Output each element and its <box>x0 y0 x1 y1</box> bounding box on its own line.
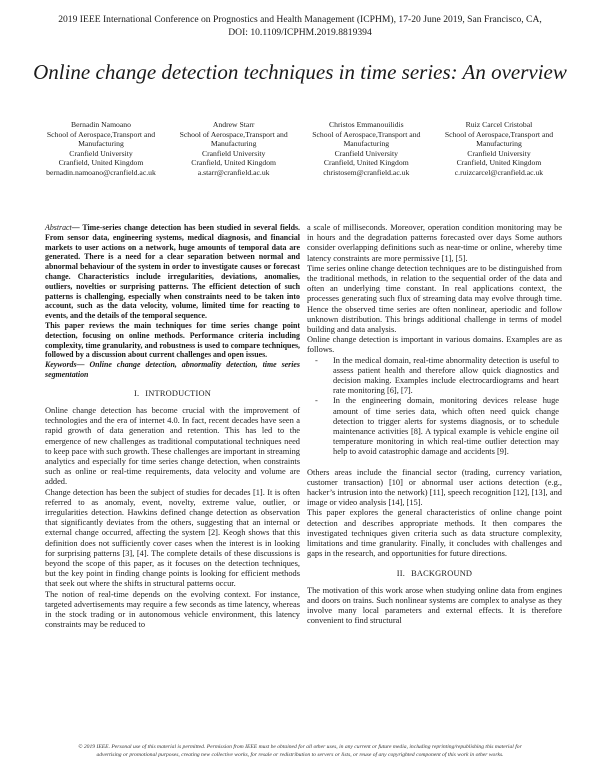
author-1 <box>36 120 166 178</box>
author-email: a.starr@cranfield.ac.uk <box>197 167 270 177</box>
keywords-text: Online change detection, abnormality detection, time series segmentation <box>45 360 300 379</box>
author-location: Cranfield, United Kingdom <box>323 158 409 168</box>
section-title-rest: NTRODUCTION <box>148 388 211 398</box>
keywords-label: Keywords <box>45 360 77 370</box>
keywords-separator: — <box>76 360 90 370</box>
section-title-rest: ACKGROUND <box>416 568 473 578</box>
list-item-text: In the medical domain, real-time abnormality detection is useful to assess patient health and therefore allow quick diagnostics and decision making. Examples include electrocardiograms and heart rate monitoring [6], [7]. <box>333 355 559 396</box>
section-heading-introduction <box>45 389 300 399</box>
list-item <box>307 396 559 457</box>
section-initial: B <box>411 568 417 578</box>
author-name: Andrew Starr <box>212 120 255 129</box>
body-paragraph: Others areas include the financial sector (trading, currency variation, customer transaction) [10] or abnormal user actions detection (e.g., hacker’s intrusion into the network) [11], speech recognition [12], [13], and image or video analysis [14], [15]. <box>307 467 562 508</box>
body-paragraph: The motivation of this work arose when studying online data from engines and doors on trains. Such nonlinear systems are complex to analyse as they involve many local parameters and external effects. It is therefore convenient to find structural <box>307 585 562 626</box>
author-2 <box>169 120 299 178</box>
conference-header <box>20 13 580 39</box>
abstract-paragraph-2: This paper reviews the main techniques for time series change point detection, focusing on online methods. Performance criteria including complexity, time granularity, and robustness is used to compare techniques, followed by a discussion about current challenges and open issues. <box>45 320 300 360</box>
list-item-text: In the engineering domain, monitoring devices release huge amount of time series data, which often need quick change detection to trigger alerts for systems diagnosis, or to schedule maintenance activities [8]. A typical example is vehicle engine oil temperature monitoring in which real-time outlier detection may help to avoid catastrophic damage and accidents [9]. <box>333 396 559 457</box>
author-name: Christos Emmanouilidis <box>329 120 404 129</box>
left-column <box>45 223 300 630</box>
body-paragraph: a scale of milliseconds. Moreover, operation condition monitoring may be in hours and the degradation patterns forecasted over days Some authors consider overlapping definitions such as near-time or online, whereby time latency constraints are more permissive [1], [5]. <box>307 223 562 263</box>
dash-bullet: - <box>315 396 318 406</box>
author-email: c.ruizcarcel@cranfield.ac.uk <box>454 167 544 177</box>
author-name: Bernadin Namoano <box>71 120 131 129</box>
section-initial: I <box>145 388 149 398</box>
author-university: Cranfield University <box>467 148 531 158</box>
spacer <box>307 458 562 468</box>
author-dept: School of Aerospace,Transport and Manufacturing <box>46 129 156 149</box>
paper-title: Online change detection techniques in time series: An overview <box>33 60 567 84</box>
author-university: Cranfield University <box>334 148 399 158</box>
body-paragraph: Time series online change detection techniques are to be distinguished from the traditional methods, in relation to the sequential order of the data and often an underlying time constant. In real applications context, the processes generating such flux of streaming data may evolve through time. Hence the observed time series are often nonlinear, aperiodic and follow unknown distribution. This brings additional challenge in terms of model building and data analysis. <box>307 263 562 335</box>
author-university: Cranfield University <box>201 148 266 158</box>
abstract-separator: — <box>71 223 83 232</box>
author-3 <box>301 120 431 178</box>
author-email: christosem@cranfield.ac.uk <box>323 167 410 177</box>
abstract <box>45 223 300 360</box>
copyright-line: advertising or promotional purposes, creating new collective works, for resale or redistribution to servers or lists, or reuse of any copyrighted component of this work in other works. <box>96 751 504 758</box>
body-paragraph: Online change detection has become crucial with the improvement of technologies and the era of internet 4.0. In fact, recent decades have seen a rapid growth of data generation and retention. This has led to the emergence of new challenges as traditional computational techniques need to keep pace with such growth. These challenges are important in streaming analytics and especially for time series change detection, when constraints such as online or real-time requirements, data velocity and volume are added. <box>45 405 300 487</box>
list-item <box>307 356 559 397</box>
author-dept: School of Aerospace,Transport and Manufacturing <box>179 129 288 149</box>
author-university: Cranfield University <box>69 148 133 158</box>
body-paragraph: This paper explores the general characteristics of online change point detection and describes appropriate methods. It then compares the investigated techniques given criteria such as data structure complexity, limitations and time granularity. Finally, it concludes with challenges and gaps in the research, and opportunities for future directions. <box>307 508 562 559</box>
doi-line: DOI: 10.1109/ICPHM.2019.8819394 <box>228 27 372 38</box>
copyright-notice <box>12 744 588 759</box>
dash-bullet: - <box>315 355 318 365</box>
keywords <box>45 360 300 380</box>
body-paragraph: Online change detection is important in various domains. Examples are as follows. <box>307 335 562 355</box>
right-column <box>307 223 562 627</box>
author-location: Cranfield, United Kingdom <box>58 158 144 168</box>
author-name: Ruiz Carcel Cristobal <box>465 120 533 129</box>
author-dept: School of Aerospace,Transport and Manufacturing <box>312 129 421 149</box>
abstract-text-1: Time-series change detection has been studied in several fields. From sensor data, engineering systems, medical diagnosis, and financial markets to user actions on a network, huge amounts of temporal data are generated. There is a need for a clear separation between normal and abnormal behaviour of the system in order to investigate causes or forecast change. Characteristics include irregularities, deviations, anomalies, outliers, novelties or surprising patterns. The efficient detection of such patterns is challenging, especially when constraints need to be taken into account, such as the data velocity, volume, limited time for reacting to events, and the details of the temporal sequence. <box>45 223 300 321</box>
examples-list <box>307 356 562 458</box>
abstract-label: Abstract <box>45 223 72 232</box>
section-number: II. <box>396 568 406 578</box>
author-location: Cranfield, United Kingdom <box>456 158 542 168</box>
copyright-line: © 2019 IEEE. Personal use of this material is permitted. Permission from IEEE must be obtained for all other uses, in any current or future media, including reprinting/republishing this material for <box>78 744 522 750</box>
body-paragraph: The notion of real-time depends on the evolving context. For instance, targeted advertisements may require a few seconds as time latency, whereas in the stock trading or in autonomous vehicle environment, this latency constraints may be reduced to <box>45 589 300 630</box>
section-number: I. <box>134 388 140 398</box>
author-dept: School of Aerospace,Transport and Manufacturing <box>444 129 554 149</box>
author-location: Cranfield, United Kingdom <box>191 158 277 168</box>
author-block <box>36 120 564 178</box>
section-heading-background <box>307 569 562 579</box>
author-4 <box>434 120 564 178</box>
conference-line: 2019 IEEE International Conference on Prognostics and Health Management (ICPHM), 17-20 June 2019, San Francisco, CA, <box>58 14 542 25</box>
abstract-paragraph-1 <box>45 223 300 321</box>
author-email: bernadin.namoano@cranfield.ac.uk <box>46 167 156 177</box>
body-paragraph: Change detection has been the subject of studies for decades [1]. It is often referred to as anomaly, event, novelty, extreme value, outlier, or irregularities detection. Hawkins defined change detection as observation that significantly deviates from the others, suggesting that an internal or external change occurred, affecting the system [2]. Keogh shows that this definition does not sufficiently cover cases when the interest is in looking for surprising patterns [3], [4]. The complete details of these discussions is beyond the scope of this paper, as it focuses on the detection techniques, but the key point in finding change points is looking for efficient methods that seek out where the shifts in structural patterns occur. <box>45 487 300 589</box>
